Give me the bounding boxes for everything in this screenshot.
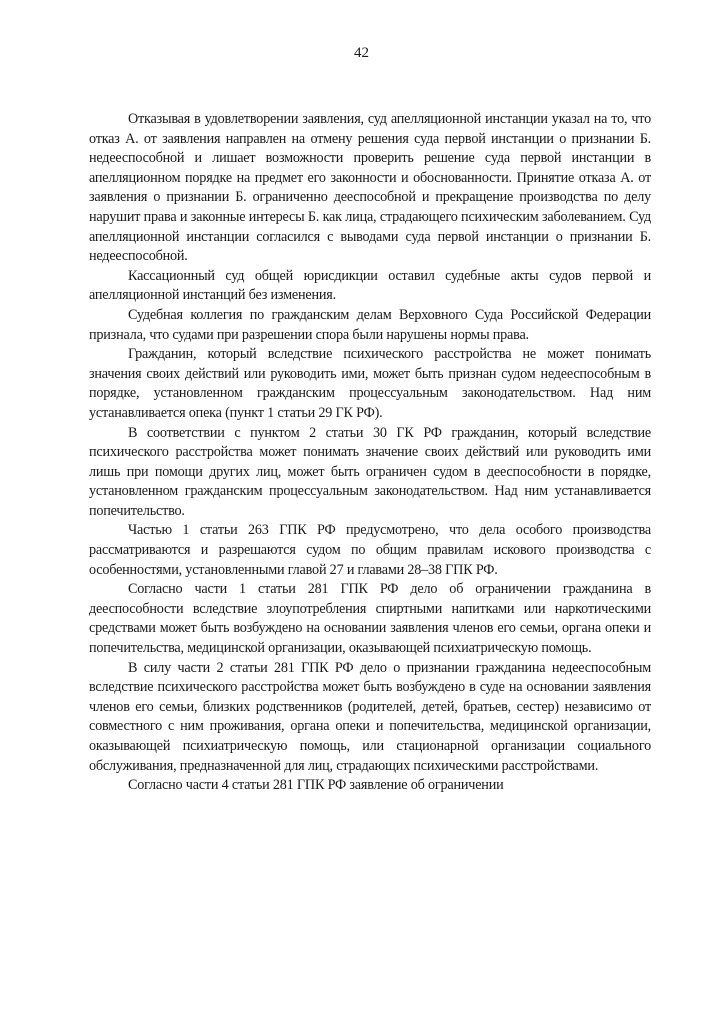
paragraph-limited-capacity: В соответствии с пунктом 2 статьи 30 ГК РФ гражданин, который вследствие психического расстройства может понимать значение своих действий или руководить ими лишь при помощи других лиц, может быть ограничен судом в дееспособности в порядке, установленном гражданским процессуальным законодательством. Над ним устанавливается попечительство.	[89, 424, 651, 519]
document-body	[89, 110, 651, 796]
paragraph-cassation: Кассационный суд общей юрисдикции оставил судебные акты судов первой и апелляционной инстанций без изменения.	[89, 267, 651, 304]
page-number: 42	[354, 45, 369, 61]
paragraph-refusal-appeal: Отказывая в удовлетворении заявления, суд апелляционной инстанции указал на то, что отказ А. от заявления направлен на отмену решения суда первой инстанции о признании Б. недееспособной и лишает возможности проверить решение суда первой инстанции в апелляционном порядке на предмет его законности и обоснованности. Принятие отказа А. от заявления о признании Б. ограниченно дееспособной и прекращение производства по делу нарушит права и законные интересы Б. как лица, страдающего психическим заболеванием. Суд апелляционной инстанции согласился с выводами суда первой инстанции о признании Б. недееспособной.	[89, 111, 651, 265]
paragraph-supreme-court: Судебная коллегия по гражданским делам Верховного Суда Российской Федерации признала, что судами при разрешении спора были нарушены нормы права.	[89, 306, 651, 343]
paragraph-article-281-part-1: Согласно части 1 статьи 281 ГПК РФ дело об ограничении гражданина в дееспособности вследствие злоупотребления спиртными напитками или наркотическими средствами может быть возбуждено на основании заявления членов его семьи, органа опеки и попечительства, медицинской организации, оказывающей психиатрическую помощь.	[89, 581, 651, 657]
paragraph-special-proceedings: Частью 1 статьи 263 ГПК РФ предусмотрено, что дела особого производства рассматриваются и разрешаются судом по общим правилам искового производства с особенностями, установленными главой 27 и главами 28–38 ГПК РФ.	[89, 522, 651, 578]
paragraph-article-281-part-2: В силу части 2 статьи 281 ГПК РФ дело о признании гражданина недееспособным вследствие психического расстройства может быть возбуждено в суде на основании заявления членов его семьи, близких родственников (родителей, детей, братьев, сестер) независимо от совместного с ним проживания, органа опеки и попечительства, медицинской организации, оказывающей психиатрическую помощь, или стационарной организации социального обслуживания, предназначенной для лиц, страдающих психическими расстройствами.	[89, 659, 651, 774]
paragraph-incapacity: Гражданин, который вследствие психического расстройства не может понимать значения своих действий или руководить ими, может быть признан судом недееспособным в порядке, установленном гражданским процессуальным законодательством. Над ним устанавливается опека (пункт 1 статьи 29 ГК РФ).	[89, 346, 651, 421]
paragraph-article-281-part-4: Согласно части 4 статьи 281 ГПК РФ заявление об ограничении	[128, 777, 504, 794]
